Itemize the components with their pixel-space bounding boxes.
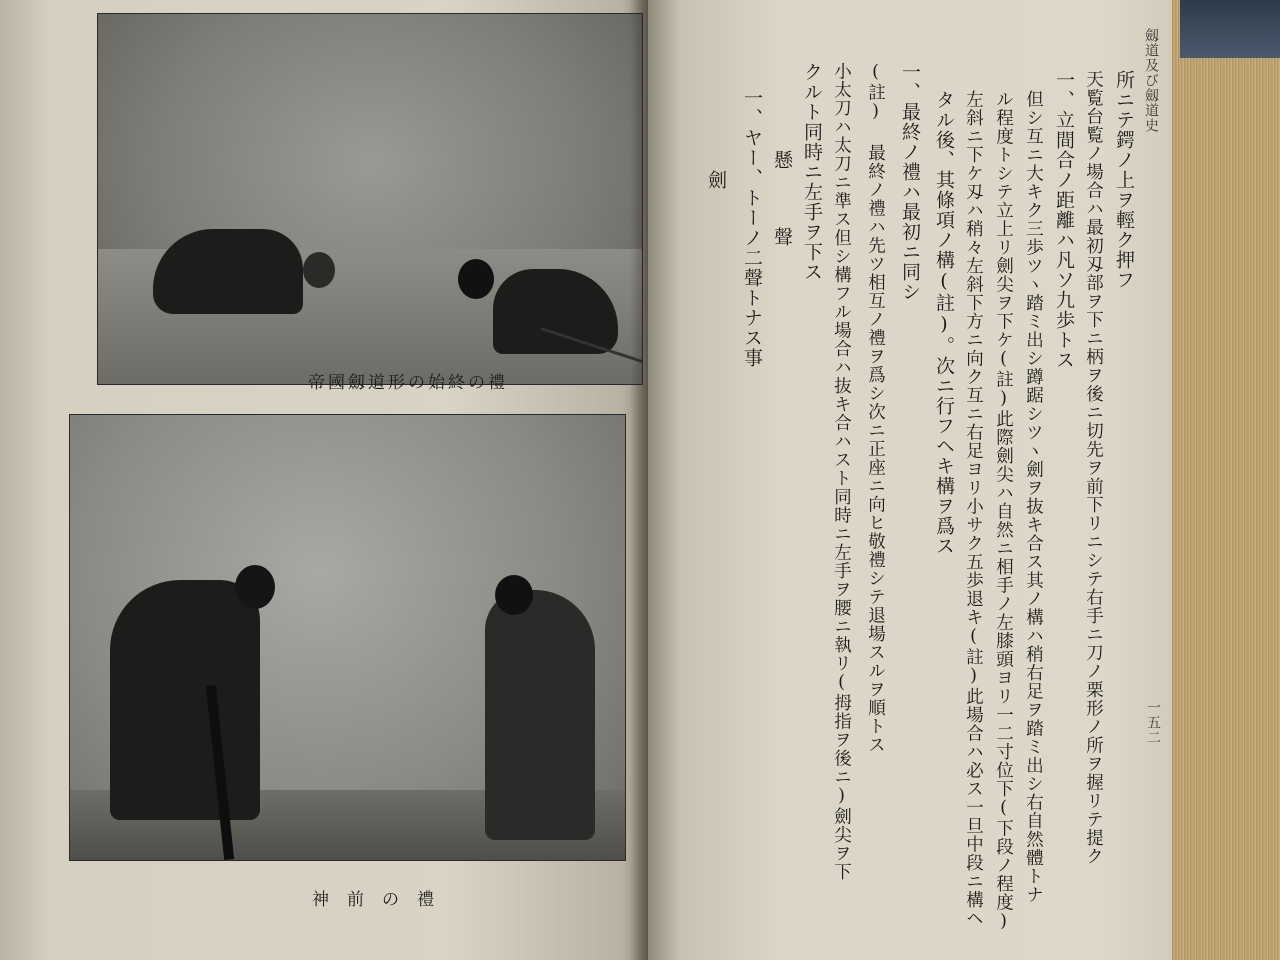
text-column: 但シ互ニ大キク三歩ツヽ踏ミ出シ蹲踞シツヽ劍ヲ抜キ合ス其ノ構ハ稍右足ヲ踏ミ出シ右自然體トナ [1023, 90, 1044, 904]
photo-bottom-caption: 神前の禮 [312, 890, 452, 910]
kneeling-figure-left-head [303, 252, 335, 288]
text-column: 一、立間合ノ距離ハ凡ソ九歩トス [1053, 70, 1075, 370]
standing-figure-left [110, 580, 260, 820]
text-column: 一、最終ノ禮ハ最初ニ同シ [899, 62, 921, 302]
right-page [648, 0, 1188, 960]
standing-figure-right-head [495, 575, 533, 615]
page-edges [1172, 0, 1280, 960]
text-column: 左斜ニ下ケ刄ハ稍々左斜下方ニ向ク互ニ右足ヨリ小サク五歩退キ(註)此場合ハ必ス一旦中段ニ構ヘ [963, 90, 984, 928]
text-column: 小太刀ハ太刀ニ準ス但シ構フル場合ハ抜キ合ハスト同時ニ左手ヲ腰ニ執リ(拇指ヲ後ニ)劍尖ヲ下 [831, 62, 852, 881]
text-column: クルト同時ニ左手ヲ下ス [801, 62, 823, 282]
text-column: 一、ヤー、トーノ二聲トナス事 [741, 88, 763, 368]
standing-figure-left-head [235, 565, 275, 609]
running-header: 劔道及び劔道史 [1143, 28, 1159, 133]
photo-bowing-kneeling [98, 14, 642, 384]
text-column: タル後、其條項ノ構(註)。次ニ行フヘキ構ヲ爲ス [933, 90, 955, 556]
text-column: ル程度トシテ立上リ劍尖ヲ下ケ(註)此際劍尖ハ自然ニ相手ノ左膝頭ヨリ一二寸位下(下段ノ程度) [993, 90, 1014, 933]
section-heading: 懸 聲 [771, 150, 793, 264]
kneeling-figure-right-head [458, 259, 494, 299]
text-column: (註) 最終ノ禮ハ先ツ相互ノ禮ヲ爲シ次ニ正座ニ向ヒ敬禮シテ退場スルヲ順トス [865, 62, 886, 754]
text-column: 天覧台覧ノ場合ハ最初刄部ヲ下ニ柄ヲ後ニ切先ヲ前下リニシテ右手ニ刀ノ栗形ノ所ヲ握リテ提ク [1083, 70, 1104, 866]
photo-top-caption: 帝國劔道形の始終の禮 [308, 373, 508, 393]
kneeling-figure-left [153, 229, 303, 314]
photo-bowing-standing [70, 415, 625, 860]
book-cover [1180, 0, 1280, 58]
standing-figure-right [485, 590, 595, 840]
text-column: 所ニテ鍔ノ上ヲ輕ク押フ [1113, 70, 1135, 290]
page-number: 一五二 [1145, 700, 1161, 745]
section-heading: 劍 [705, 170, 727, 190]
